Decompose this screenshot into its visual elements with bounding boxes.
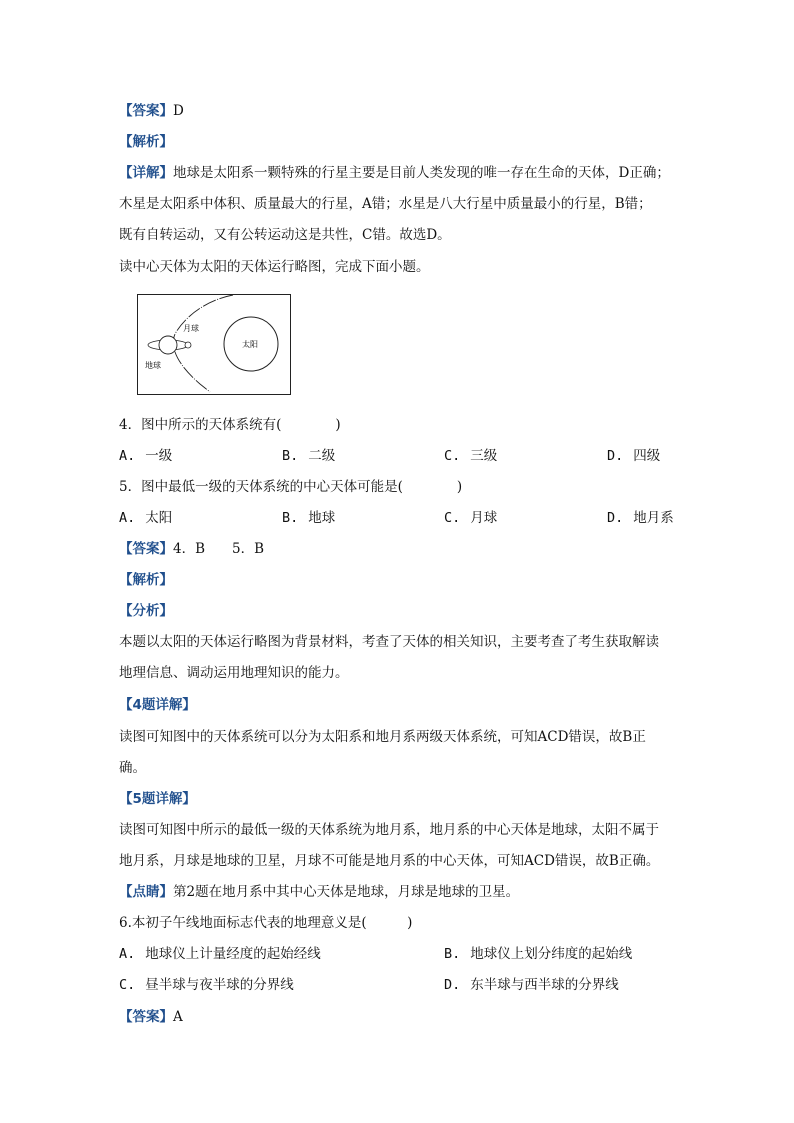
analysis-tag: 【解析】 [119,134,173,150]
q4-detail-line-2: 确。 [119,760,146,776]
option-text: 二级 [308,448,336,464]
q5-option-a[interactable] [119,508,172,528]
option-text: 月球 [470,510,498,526]
option-letter: C. [119,977,136,993]
question-4-stem: 4．图中所示的天体系统有( ) [119,417,341,433]
detail-tag: 【详解】 [119,165,173,181]
option-letter: A. [119,448,136,464]
option-text: 四级 [633,448,661,464]
q5-detail-line-2: 地月系，月球是地球的卫星，月球不可能是地月系的中心天体，可知ACD错误，故B正确。 [119,853,660,869]
q5-option-c[interactable] [444,508,497,528]
answer-tag: 【答案】 [119,1009,173,1025]
option-text: 地球仪上划分纬度的起始线 [470,946,633,962]
detail-line-1 [119,163,670,183]
analysis-line-2 [119,570,173,590]
answer-tag: 【答案】 [119,103,173,119]
dianjing-line [119,882,519,902]
detail-text-1: 地球是太阳系一颗特殊的行星主要是目前人类发现的唯一存在生命的天体，D正确； [173,165,670,181]
fenxi-line-1: 本题以太阳的天体运行略图为背景材料，考查了天体的相关知识，主要考查了考生获取解读 [119,634,659,650]
q6-option-a[interactable] [119,944,321,964]
answer-value: 4．B 5．B [173,541,265,557]
answer-value: A [173,1009,183,1025]
option-text: 昼半球与夜半球的分界线 [145,977,294,993]
analysis-line-1 [119,132,173,152]
intro-line: 读中心天体为太阳的天体运行略图，完成下面小题。 [119,259,430,275]
q5-detail-heading [119,789,196,809]
option-letter: D. [607,448,624,464]
option-text: 一级 [145,448,173,464]
q4-option-d[interactable] [607,446,660,466]
q5-detail-line-1: 读图可知图中所示的最低一级的天体系统为地月系，地月系的中心天体是地球，太阳不属于 [119,822,659,838]
option-text: 地球仪上计量经度的起始经线 [145,946,321,962]
fenxi-heading [119,601,173,621]
dianjing-tag: 【点睛】 [119,884,173,900]
option-text: 三级 [470,448,498,464]
option-letter: C. [444,448,461,464]
fenxi-line-2: 地理信息、调动运用地理知识的能力。 [119,665,349,681]
dianjing-text: 第2题在地月系中其中心天体是地球，月球是地球的卫星。 [173,884,520,900]
q4-detail-line-1: 读图可知图中的天体系统可以分为太阳系和地月系两级天体系统，可知ACD错误，故B正 [119,729,646,745]
detail-line-3: 既有自转运动，又有公转运动这是共性，C错。故选D。 [119,227,451,243]
q4-detail-tag: 【4题详解】 [119,697,196,713]
q4-option-c[interactable] [444,446,497,466]
option-text: 太阳 [145,510,173,526]
orbit-figure [137,294,291,395]
earth-label: 地球 [145,361,161,370]
option-letter: B. [282,448,299,464]
option-letter: A. [119,946,136,962]
option-text: 地球 [308,510,336,526]
fenxi-tag: 【分析】 [119,603,173,619]
q4-option-a[interactable] [119,446,172,466]
option-letter: B. [282,510,299,526]
earth-circle [159,336,177,354]
answer-tag: 【答案】 [119,541,173,557]
moon-label: 月球 [183,324,199,333]
answer-line-3 [119,1007,183,1027]
option-letter: A. [119,510,136,526]
question-5-stem: 5．图中最低一级的天体系统的中心天体可能是( ) [119,479,463,495]
q5-detail-tag: 【5题详解】 [119,791,196,807]
q6-option-b[interactable] [444,944,632,964]
q5-option-b[interactable] [282,508,335,528]
sun-label: 太阳 [242,340,258,349]
question-6-stem: 6.本初子午线地面标志代表的地理意义是( ) [119,915,413,931]
option-text: 地月系 [633,510,674,526]
answer-line-2 [119,539,264,559]
q4-detail-heading [119,695,196,715]
detail-line-2: 木星是太阳系中体积、质量最大的行星，A错；水星是八大行星中质量最小的行星，B错； [119,196,652,212]
option-letter: D. [444,977,461,993]
q4-option-b[interactable] [282,446,335,466]
option-letter: B. [444,946,461,962]
answer-value: D [173,103,184,119]
q6-option-d[interactable] [444,975,619,995]
analysis-tag: 【解析】 [119,572,173,588]
option-letter: D. [607,510,624,526]
option-text: 东半球与西半球的分界线 [470,977,619,993]
moon-circle [185,342,191,348]
q6-option-c[interactable] [119,975,294,995]
answer-line-1 [119,101,184,121]
q5-option-d[interactable] [607,508,674,528]
option-letter: C. [444,510,461,526]
